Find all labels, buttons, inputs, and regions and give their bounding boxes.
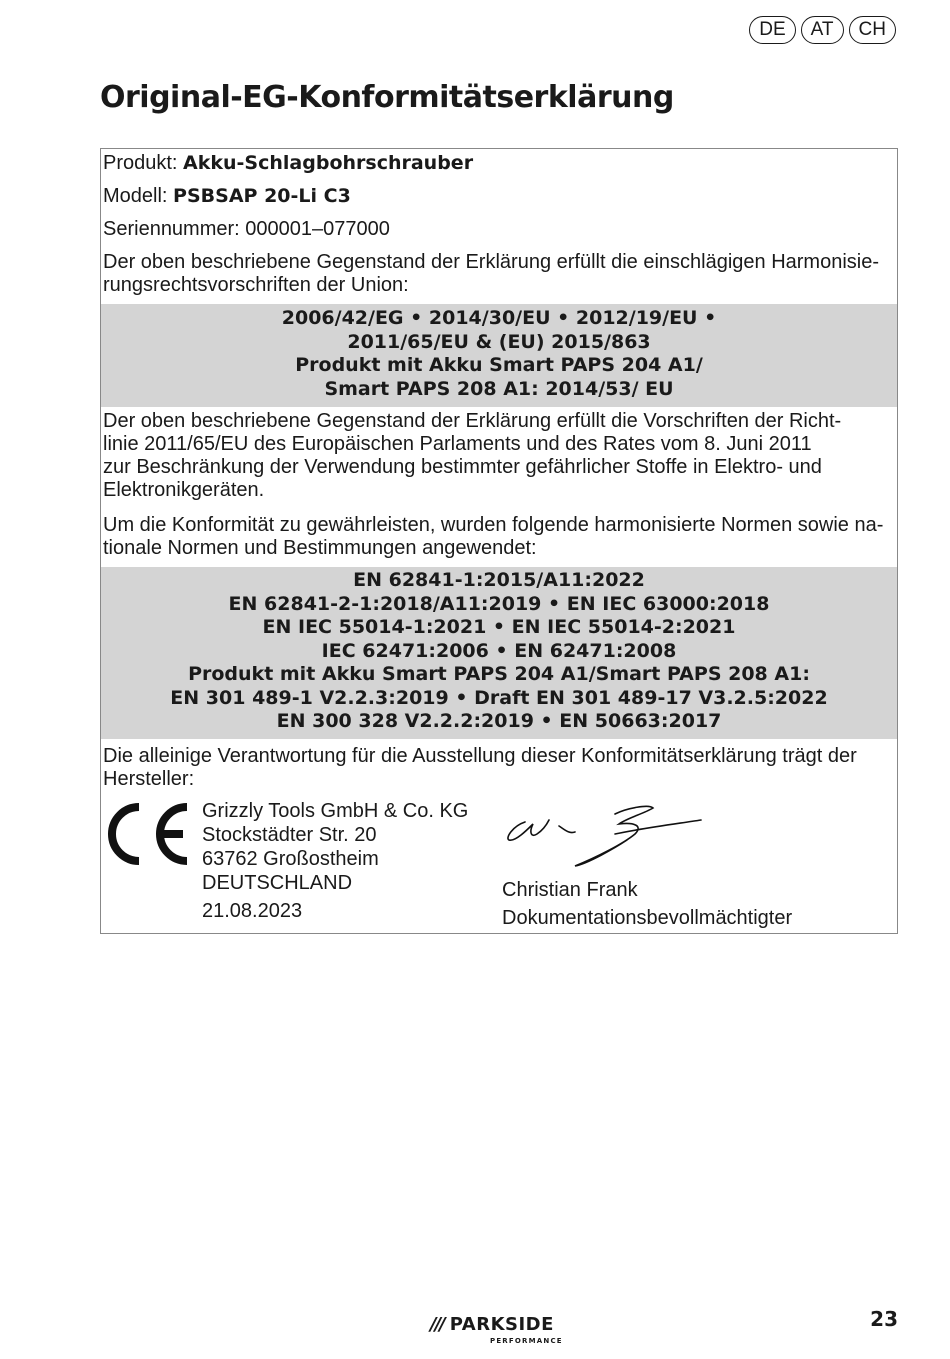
country-badge-ch: CH <box>849 16 896 44</box>
text-line: Hersteller: <box>103 768 195 790</box>
brand-subline: PERFORMANCE <box>490 1337 563 1345</box>
standard-line: EN 62841-2-1:2018/A11:2019 • EN IEC 63000:2018 <box>228 592 770 615</box>
manufacturer-city: 63762 Großostheim <box>202 848 379 870</box>
model-value: PSBSAP 20-Li C3 <box>173 185 351 207</box>
standard-line: EN 301 489-1 V2.2.3:2019 • Draft EN 301 489-17 V3.2.5:2022 <box>170 686 828 709</box>
country-badge-de: DE <box>749 16 795 44</box>
declaration-date: 21.08.2023 <box>202 900 303 922</box>
text-line: Um die Konformität zu gewährleisten, wurden folgende harmonisierte Normen sowie na- <box>103 514 884 536</box>
standard-line: EN 62841-1:2015/A11:2022 <box>353 569 645 591</box>
page-number: 23 <box>870 1307 898 1331</box>
standard-line: EN IEC 55014-1:2021 • EN IEC 55014-2:2021 <box>262 616 736 638</box>
manufacturer-country: DEUTSCHLAND <box>202 872 353 894</box>
directive-line: Smart PAPS 208 A1: 2014/53/ EU <box>324 377 674 400</box>
manufacturer-name: Grizzly Tools GmbH & Co. KG <box>202 800 469 822</box>
country-badges <box>749 16 896 44</box>
serial-value: 000001–077000 <box>245 218 390 240</box>
ce-mark-icon <box>103 803 193 865</box>
signer-role: Dokumentationsbevollmächtigter <box>502 907 793 929</box>
directives-band <box>101 304 897 407</box>
standards-intro-paragraph <box>103 514 891 560</box>
standards-band <box>101 567 897 739</box>
serial-row <box>103 218 891 241</box>
directive-line: 2006/42/EG • 2014/30/EU • 2012/19/EU • <box>281 307 717 329</box>
page-title: Original-EG-Konformitätserklärung <box>100 80 674 115</box>
standard-line: IEC 62471:2006 • EN 62471:2008 <box>321 639 677 662</box>
serial-label: Seriennummer: <box>103 218 240 240</box>
directive-line: 2011/65/EU & (EU) 2015/863 <box>347 330 651 353</box>
rohs-paragraph <box>103 410 891 502</box>
text-line: zur Beschränkung der Verwendung bestimmter gefährlicher Stoffe in Elektro- und <box>103 456 822 478</box>
text-line: rungsrechtsvorschriften der Union: <box>103 274 409 296</box>
product-row <box>103 152 891 175</box>
union-legislation-paragraph <box>103 251 891 297</box>
text-line: Der oben beschriebene Gegenstand der Erklärung erfüllt die einschlägigen Harmonisie- <box>103 251 880 273</box>
text-line: Die alleinige Verantwortung für die Ausstellung dieser Konformitätserklärung trägt der <box>103 745 857 767</box>
brand-name: PARKSIDE <box>449 1314 554 1335</box>
text-line: linie 2011/65/EU des Europäischen Parlaments und des Rates vom 8. Juni 2011 <box>103 433 812 455</box>
manufacturer-street: Stockstädter Str. 20 <box>202 824 377 846</box>
responsibility-paragraph <box>103 745 891 791</box>
directive-line: Produkt mit Akku Smart PAPS 204 A1/ <box>295 354 703 376</box>
manufacturer-address <box>202 799 468 923</box>
text-line: tionale Normen und Bestimmungen angewendet: <box>103 537 537 559</box>
model-label: Modell: <box>103 185 168 207</box>
standard-line: Produkt mit Akku Smart PAPS 204 A1/Smart PAPS 208 A1: <box>188 663 810 685</box>
signer-name: Christian Frank <box>502 879 638 901</box>
model-row <box>103 185 891 208</box>
product-label: Produkt: <box>103 152 178 174</box>
signature-image <box>503 804 703 872</box>
signer-block <box>502 876 792 932</box>
parkside-logo <box>430 1314 563 1345</box>
declaration-box <box>100 148 898 934</box>
standard-line: EN 300 328 V2.2.2:2019 • EN 50663:2017 <box>276 710 722 732</box>
text-line: Elektronikgeräten. <box>103 479 265 501</box>
country-badge-at: AT <box>801 16 844 44</box>
parkside-stripes-icon: /// <box>430 1314 444 1335</box>
text-line: Der oben beschriebene Gegenstand der Erklärung erfüllt die Vorschriften der Richt- <box>103 410 842 432</box>
product-value: Akku-Schlagbohrschrauber <box>183 152 474 174</box>
